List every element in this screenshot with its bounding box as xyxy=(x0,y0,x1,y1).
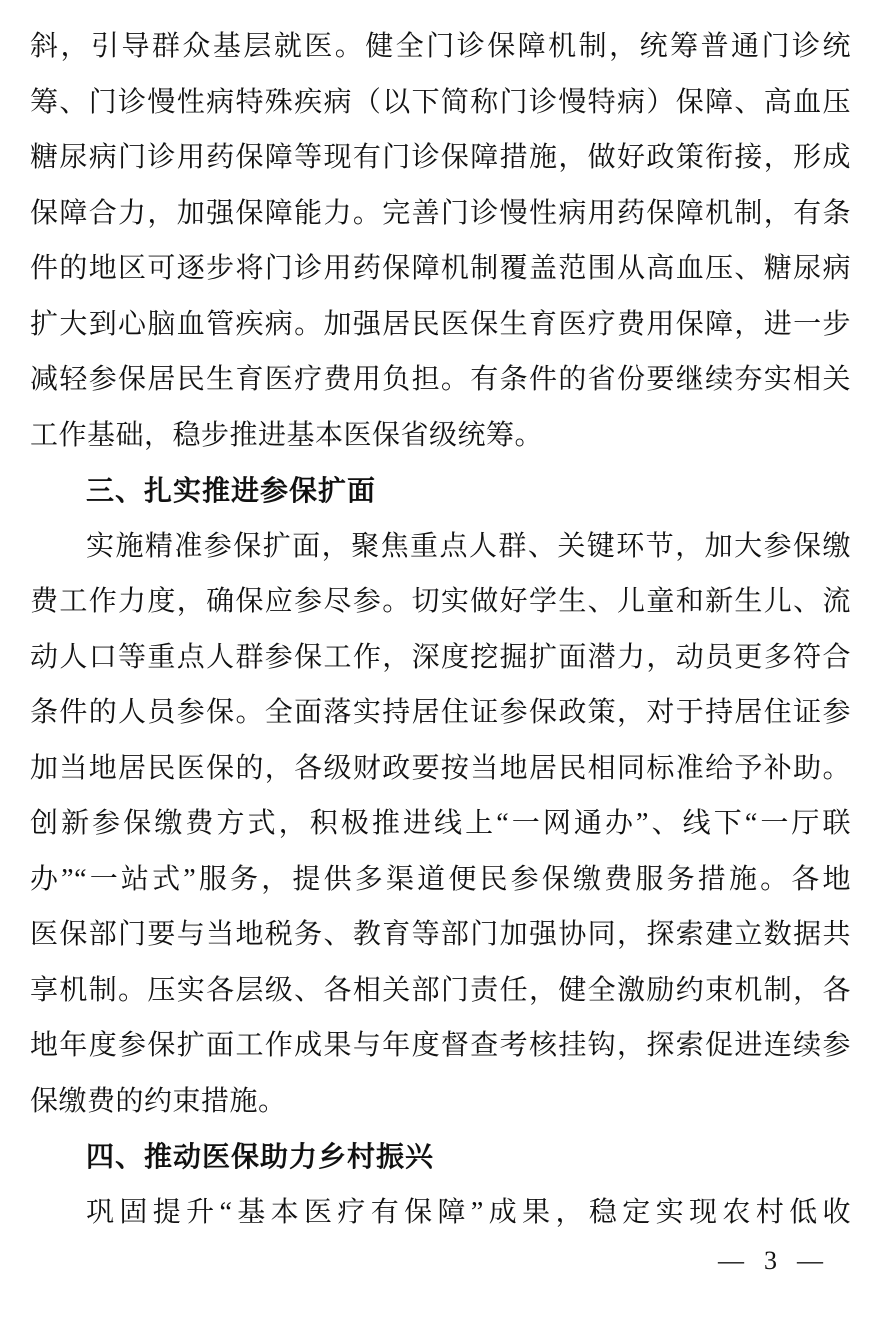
page-number-dash-left: — xyxy=(718,1246,744,1275)
body-line: 件的地区可逐步将门诊用药保障机制覆盖范围从高血压、糖尿病 xyxy=(30,253,851,284)
section-heading-3: 三、扎实推进参保扩面 xyxy=(86,475,377,506)
body-line: 动人口等重点人群参保工作，深度挖掘扩面潜力，动员更多符合 xyxy=(30,641,851,673)
document-text xyxy=(30,19,851,1240)
body-line: 巩固提升“基本医疗有保障”成果，稳定实现农村低收 xyxy=(86,1196,851,1228)
body-line: 享机制。压实各层级、各相关部门责任，健全激励约束机制，各 xyxy=(30,974,851,1006)
body-line: 地年度参保扩面工作成果与年度督查考核挂钩，探索促进连续参 xyxy=(30,1030,851,1061)
body-line: 扩大到心脑血管疾病。加强居民医保生育医疗费用保障，进一步 xyxy=(30,308,851,340)
body-line: 医保部门要与当地税务、教育等部门加强协同，探索建立数据共 xyxy=(30,919,851,950)
body-line: 办”“一站式”服务，提供多渠道便民参保缴费服务措施。各地 xyxy=(30,863,851,895)
body-line: 减轻参保居民生育医疗费用负担。有条件的省份要继续夯实相关 xyxy=(30,364,851,395)
body-line: 条件的人员参保。全面落实持居住证参保政策，对于持居住证参 xyxy=(30,697,851,728)
body-line: 工作基础，稳步推进基本医保省级统筹。 xyxy=(30,419,544,451)
page-number-value: 3 xyxy=(764,1246,777,1275)
section-heading-4: 四、推动医保助力乡村振兴 xyxy=(86,1141,435,1172)
body-line: 斜，引导群众基层就医。健全门诊保障机制，统筹普通门诊统 xyxy=(30,31,851,62)
body-line: 实施精准参保扩面，聚焦重点人群、关键环节，加大参保缴 xyxy=(86,530,851,562)
body-line: 保障合力，加强保障能力。完善门诊慢性病用药保障机制，有条 xyxy=(30,197,851,229)
body-line: 加当地居民医保的，各级财政要按当地居民相同标准给予补助。 xyxy=(30,752,851,784)
body-line: 保缴费的约束措施。 xyxy=(30,1085,287,1117)
body-line: 糖尿病门诊用药保障等现有门诊保障措施，做好政策衔接，形成 xyxy=(30,142,851,173)
page-number xyxy=(718,1246,823,1276)
body-line: 创新参保缴费方式，积极推进线上“一网通办”、线下“一厅联 xyxy=(30,808,851,839)
page-number-dash-right: — xyxy=(797,1246,823,1275)
body-line: 费工作力度，确保应参尽参。切实做好学生、儿童和新生儿、流 xyxy=(30,586,851,617)
body-line: 筹、门诊慢性病特殊疾病（以下简称门诊慢特病）保障、高血压 xyxy=(30,86,851,118)
